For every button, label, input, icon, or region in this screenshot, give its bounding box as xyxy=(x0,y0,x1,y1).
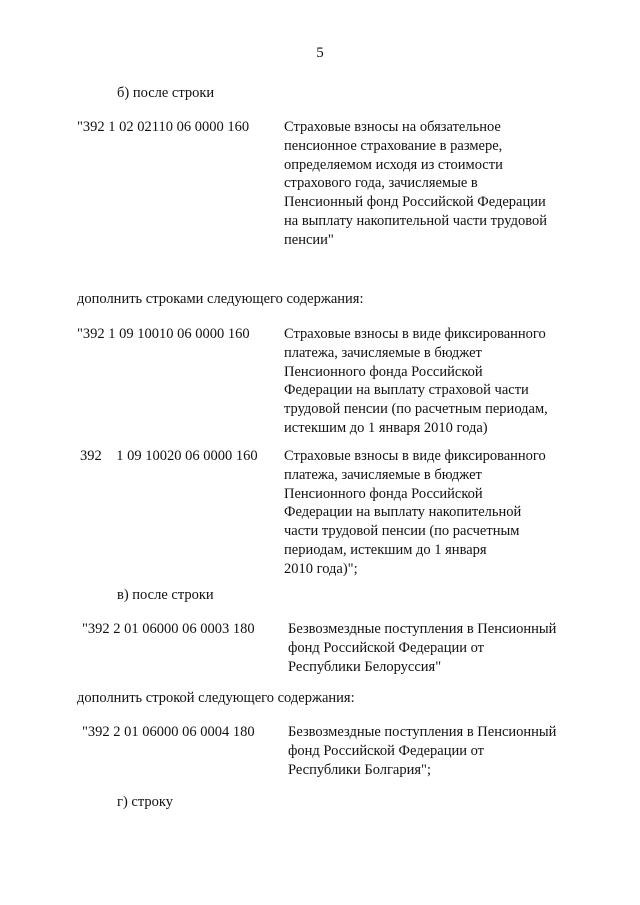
description-line: Республики Болгария"; xyxy=(288,761,431,778)
page-number: 5 xyxy=(316,45,324,61)
row-v-code: "392 2 01 06000 06 0003 180 xyxy=(82,621,255,637)
description-line: Страховые взносы на обязательное xyxy=(284,119,501,135)
section-v-intro: в) после строки xyxy=(117,587,214,603)
row-add1-description xyxy=(284,325,548,438)
row-add3-code: "392 2 01 06000 06 0004 180 xyxy=(82,724,255,740)
description-line: Республики Белоруссия" xyxy=(288,658,442,675)
row-add3-description xyxy=(288,723,556,779)
row-v-description xyxy=(288,620,556,676)
description-line: 2010 года)"; xyxy=(284,560,358,577)
description-line: Пенсионный фонд Российской Федерации xyxy=(284,194,546,211)
add-row-intro: дополнить строкой следующего содержания: xyxy=(77,690,355,706)
description-line: Страховые взносы в виде фиксированного xyxy=(284,326,546,342)
description-line: Пенсионного фонда Российской xyxy=(284,363,483,380)
description-line: Страховые взносы в виде фиксированного xyxy=(284,448,546,464)
description-line: определяемом исходя из стоимости xyxy=(284,156,503,173)
description-line: Безвозмездные поступления в Пенсионный xyxy=(288,724,557,740)
description-line: фонд Российской Федерации от xyxy=(288,742,484,759)
section-g-intro: г) строку xyxy=(117,794,173,810)
description-line: периодам, истекшим до 1 января xyxy=(284,541,487,558)
description-line: трудовой пенсии (по расчетным периодам, xyxy=(284,401,548,418)
row-b-description xyxy=(284,118,547,250)
description-line: Федерации на выплату накопительной xyxy=(284,504,522,521)
description-line: Безвозмездные поступления в Пенсионный xyxy=(288,621,557,637)
add-rows-intro: дополнить строками следующего содержания: xyxy=(77,291,364,307)
section-b-intro: б) после строки xyxy=(117,85,215,101)
row-add2-code: 392 1 09 10020 06 0000 160 xyxy=(80,448,258,464)
description-line: фонд Российской Федерации от xyxy=(288,639,484,656)
description-line: платежа, зачисляемые в бюджет xyxy=(284,344,482,361)
description-line: истекшим до 1 января 2010 года) xyxy=(284,419,488,436)
row-add2-description xyxy=(284,447,546,579)
description-line: Федерации на выплату страховой части xyxy=(284,382,529,399)
description-line: страхового года, зачисляемые в xyxy=(284,175,478,192)
description-line: на выплату накопительной части трудовой xyxy=(284,212,547,229)
description-line: пенсии" xyxy=(284,231,334,248)
description-line: платежа, зачисляемые в бюджет xyxy=(284,466,482,483)
description-line: Пенсионного фонда Российской xyxy=(284,485,483,502)
description-line: пенсионное страхование в размере, xyxy=(284,137,503,154)
description-line: части трудовой пенсии (по расчетным xyxy=(284,523,520,540)
row-add1-code: "392 1 09 10010 06 0000 160 xyxy=(77,326,250,342)
row-b-code: "392 1 02 02110 06 0000 160 xyxy=(77,119,250,135)
